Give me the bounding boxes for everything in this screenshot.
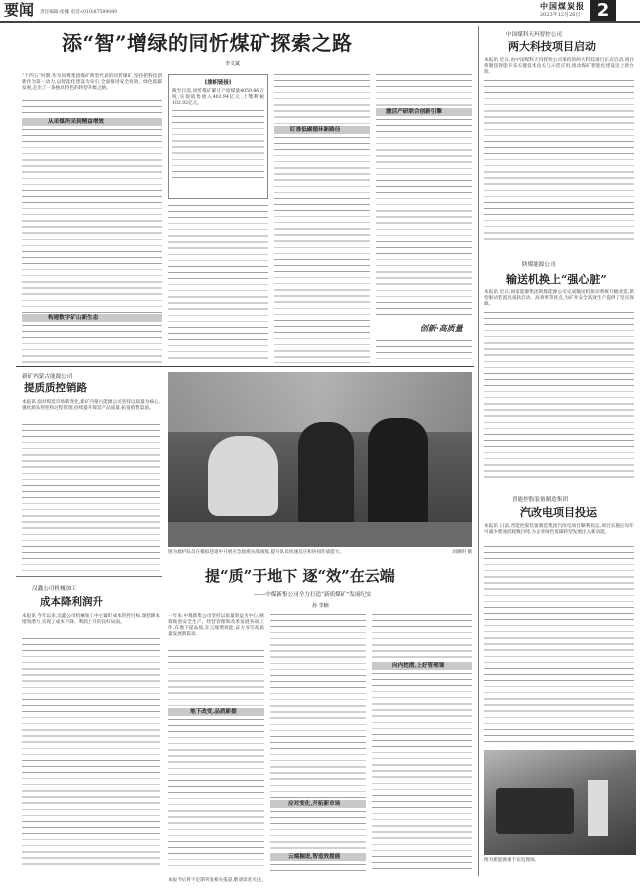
right-text-2: 本报讯 近日,国家能源集团陕煤能源公司完成输送机驱动系统升级改造,新型驱动装置具备软启动、高效率等优点,为矿井安全高效生产提供了坚实保障。 <box>484 290 634 308</box>
bottom-body-col1-a <box>168 650 264 706</box>
right-body-2 <box>484 312 634 482</box>
lead-body-col1-a <box>22 100 162 116</box>
col2-sub2: 激活产研联合创新引擎 <box>386 109 442 115</box>
right-column-divider <box>478 26 479 876</box>
rescue-drill-caption: 图为救护队员在模拟巷道中开展应急救援实战演练,提升队员快速反应和协同作战能力。 <box>168 550 345 555</box>
right-kicker-1: 中国煤科天玛智控公司 <box>506 32 562 38</box>
rescue-drill-credit: 刘晓明 摄 <box>452 550 472 555</box>
bottom-sub2: 应对变化,开拓新市场 <box>288 801 341 807</box>
bottom-byline: 孙 李楠 <box>312 603 329 609</box>
innovation-logo-text: 创新·高质量 <box>420 323 463 333</box>
left-kicker-2: 汉鑫公司机械加工 <box>32 586 77 592</box>
paper-name: 中国煤炭报 <box>540 2 585 11</box>
bottom-body-col1-b <box>168 719 264 869</box>
left-lower-rule <box>16 576 162 577</box>
photo-rescuer-center <box>298 422 354 532</box>
lead-intro: “十四五”时期,作为同煤集团煤矿典型代表的同忻煤矿,坚持把科技创新作为第一动力,以智能化建设为牵引,全面推进安全高效、绿色低碳发展,走出了一条独具特色的转型升级之路。 <box>22 74 162 92</box>
left-text-2: 本报讯 今年以来,汉鑫公司机械加工中心紧盯成本管控目标,深挖降本增效潜力,实现了成本下降、利润上升的良好局面。 <box>22 614 160 626</box>
lead-sidebar-title: [旗帜链接] <box>204 80 232 86</box>
right-headline-3: 汽改电项目投运 <box>520 506 597 519</box>
bottom-sub1: 地下改变,品质新提 <box>190 709 237 715</box>
right-photo-caption: 图为新能源重卡充电现场。 <box>484 858 540 863</box>
lead-sidebar-lines <box>172 110 264 180</box>
masthead-rule <box>0 21 640 23</box>
section-label: 要闻 <box>4 1 35 19</box>
lead-body-col1-b <box>22 129 162 314</box>
left-headline-2: 成本降利润升 <box>40 596 103 608</box>
bottom-body-col2-b <box>270 811 366 851</box>
left-headline-1: 提质质控销路 <box>24 382 87 394</box>
lead-headline: 添“智”增绿的同忻煤矿探索之路 <box>62 31 353 55</box>
photo-rescuer-right <box>368 418 428 536</box>
lead-body-col2 <box>168 205 268 363</box>
photo-floor <box>168 522 472 547</box>
right-text-3: 本报讯 日前,晋能控股装备制造集团汽改电项目顺利投运,项目实施后每年可减少柴油消耗数百吨,为企业绿色低碳转型发展注入新动能。 <box>484 524 634 536</box>
left-body-2 <box>22 638 160 868</box>
lead-body-col4-b <box>376 119 472 319</box>
editor-line: 责任编辑:张娜 电话:(010)87589089 <box>40 10 118 15</box>
lead-sub1: 从采煤所采到精益增效 <box>48 119 104 125</box>
right-body-1 <box>484 80 634 240</box>
left-body-1 <box>22 424 160 572</box>
right-text-1: 本报讯 近日,由中国煤科天玛智控公司承担的两大科技项目正式启动,项目将聚焦智能开采关键技术攻关与示范应用,推动煤矿智能化建设迈上新台阶。 <box>484 58 634 76</box>
lead-sub2: 构建数字矿山新生态 <box>48 315 99 321</box>
lead-body-col3-a <box>274 74 370 124</box>
page-number-box <box>590 0 616 22</box>
col2-sub1: 盯准低碳循环新路径 <box>290 127 341 133</box>
lead-body-col1-c <box>22 325 162 363</box>
lead-body-col4-c <box>376 340 472 363</box>
right-kicker-2: 陕煤能源公司 <box>522 262 556 268</box>
right-photo <box>484 750 636 855</box>
bottom-sub3: 云端掘进,智造效提能 <box>288 854 341 860</box>
bottom-body-col3-b <box>372 673 472 869</box>
page-number: 2 <box>596 0 610 21</box>
right-headline-2: 输送机换上“强心脏” <box>506 273 607 286</box>
lead-body-col3-b <box>274 137 370 363</box>
left-text-1: 本报讯 面对煤炭市场新变化,新矿内蒙古能源公司坚持以质量为核心,强化源头管控和过程管理,持续提升煤炭产品质量,拓宽销售渠道。 <box>22 400 160 412</box>
bottom-subhead: ——中煤新集公司全力打造“新质煤矿”发展纪实 <box>254 592 372 598</box>
rescue-drill-photo <box>168 372 472 547</box>
bottom-body-col2-a <box>270 614 366 798</box>
bottom-intro: 一年来,中煤新集公司坚持以质量效益为中心,统筹推进安全生产、经营管理和改革发展各项工作,在地下提品质,在云端增效能,奋力书写高质量发展新篇章。 <box>168 614 264 638</box>
lead-sidebar-text: 截至目前,同忻煤矿累计产原煤量4059.86万吨,实现销售收入403.94亿元,上缴利税102.92亿元。 <box>172 89 264 107</box>
middle-rule <box>16 366 474 367</box>
bottom-headline: 提“质”于地下 逐“效”在云端 <box>205 567 395 585</box>
right-headline-1: 两大科技项目启动 <box>508 40 596 53</box>
right-kicker-3: 晋能控股装备制造集团 <box>512 497 568 503</box>
issue-date: 2023年12月26日 <box>540 12 581 18</box>
footer-note: 本报今后将不定期刊发相关报道,敬请读者关注。 <box>168 878 266 883</box>
lead-byline: 李文斌 <box>225 61 241 67</box>
lead-sidebar-box <box>168 74 268 199</box>
right-photo-charger <box>588 780 608 836</box>
lead-body-col4-a <box>376 74 472 106</box>
masthead <box>0 0 640 22</box>
bottom-body-col2-c <box>270 864 366 876</box>
innovation-logo <box>420 320 475 336</box>
right-body-3 <box>484 546 634 742</box>
bottom-body-col3-a <box>372 614 472 660</box>
left-kicker-1: 新矿内蒙古能源公司 <box>22 374 73 380</box>
bottom-sub4: 向内挖潜,上好管理课 <box>392 663 445 669</box>
right-photo-vehicle <box>496 788 574 834</box>
photo-rescuer-left <box>208 436 278 516</box>
